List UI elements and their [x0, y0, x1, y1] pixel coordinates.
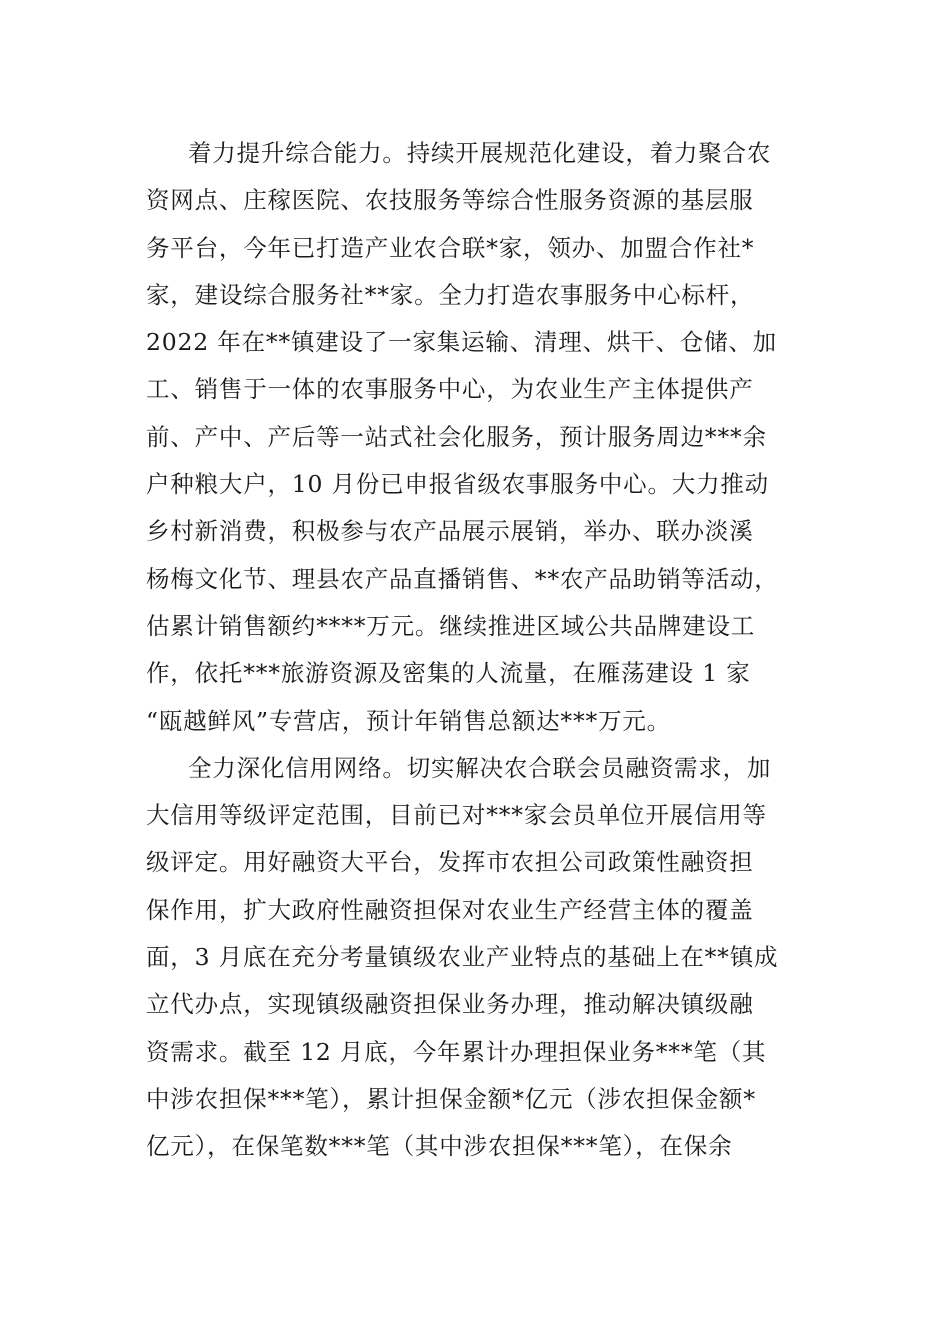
paragraph-comprehensive-capability [146, 130, 826, 745]
text-line: 立代办点，实现镇级融资担保业务办理，推动解决镇级融 [146, 990, 754, 1019]
text-line: 前、产中、产后等一站式社会化服务，预计服务周边***余 [146, 422, 767, 451]
text-line: 亿元），在保笔数***笔（其中涉农担保***笔），在保余 [146, 1132, 733, 1161]
text-line: 2022 年在**镇建设了一家集运输、清理、烘干、仓储、加 [146, 328, 777, 357]
text-line: 级评定。用好融资大平台，发挥市农担公司政策性融资担 [146, 848, 754, 877]
text-line: 务平台，今年已打造产业农合联*家，领办、加盟合作社* [146, 233, 755, 262]
text-line: 中涉农担保***笔），累计担保金额*亿元（涉农担保金额* [146, 1084, 756, 1113]
document-body [146, 130, 826, 1218]
text-line [146, 1171, 826, 1218]
text-line: 家，建设综合服务社**家。全力打造农事服务中心标杆， [146, 280, 755, 309]
text-line: 资需求。截至 12 月底，今年累计办理担保业务***笔（其 [146, 1037, 767, 1066]
text-line: 着力提升综合能力。持续开展规范化建设，着力聚合农 [188, 139, 772, 167]
text-line: 全力深化信用网络。切实解决农合联会员融资需求，加 [188, 753, 772, 782]
text-line: “瓯越鲜风”专营店，预计年销售总额达***万元。 [146, 706, 671, 735]
text-line: 估累计销售额约****万元。继续推进区域公共品牌建设工 [146, 611, 756, 640]
text-line: 面，3 月底在充分考量镇级农业产业特点的基础上在**镇成 [146, 943, 779, 972]
paragraph-credit-network [146, 745, 826, 1218]
text-line: 户种粮大户，10 月份已申报省级农事服务中心。大力推动 [146, 470, 769, 499]
text-line: 工、销售于一体的农事服务中心，为农业生产主体提供产 [146, 375, 754, 404]
text-line: 杨梅文化节、理县农产品直播销售、**农产品助销等活动， [146, 564, 779, 593]
text-line: 乡村新消费，积极参与农产品展示展销，举办、联办淡溪 [146, 517, 754, 546]
text-line: 保作用，扩大政府性融资担保对农业生产经营主体的覆盖 [146, 895, 754, 924]
text-line: 资网点、庄稼医院、农技服务等综合性服务资源的基层服 [146, 186, 754, 215]
text-line: 大信用等级评定范围，目前已对***家会员单位开展信用等 [146, 801, 767, 830]
text-line: 作，依托***旅游资源及密集的人流量，在雁荡建设 1 家 [146, 659, 751, 688]
